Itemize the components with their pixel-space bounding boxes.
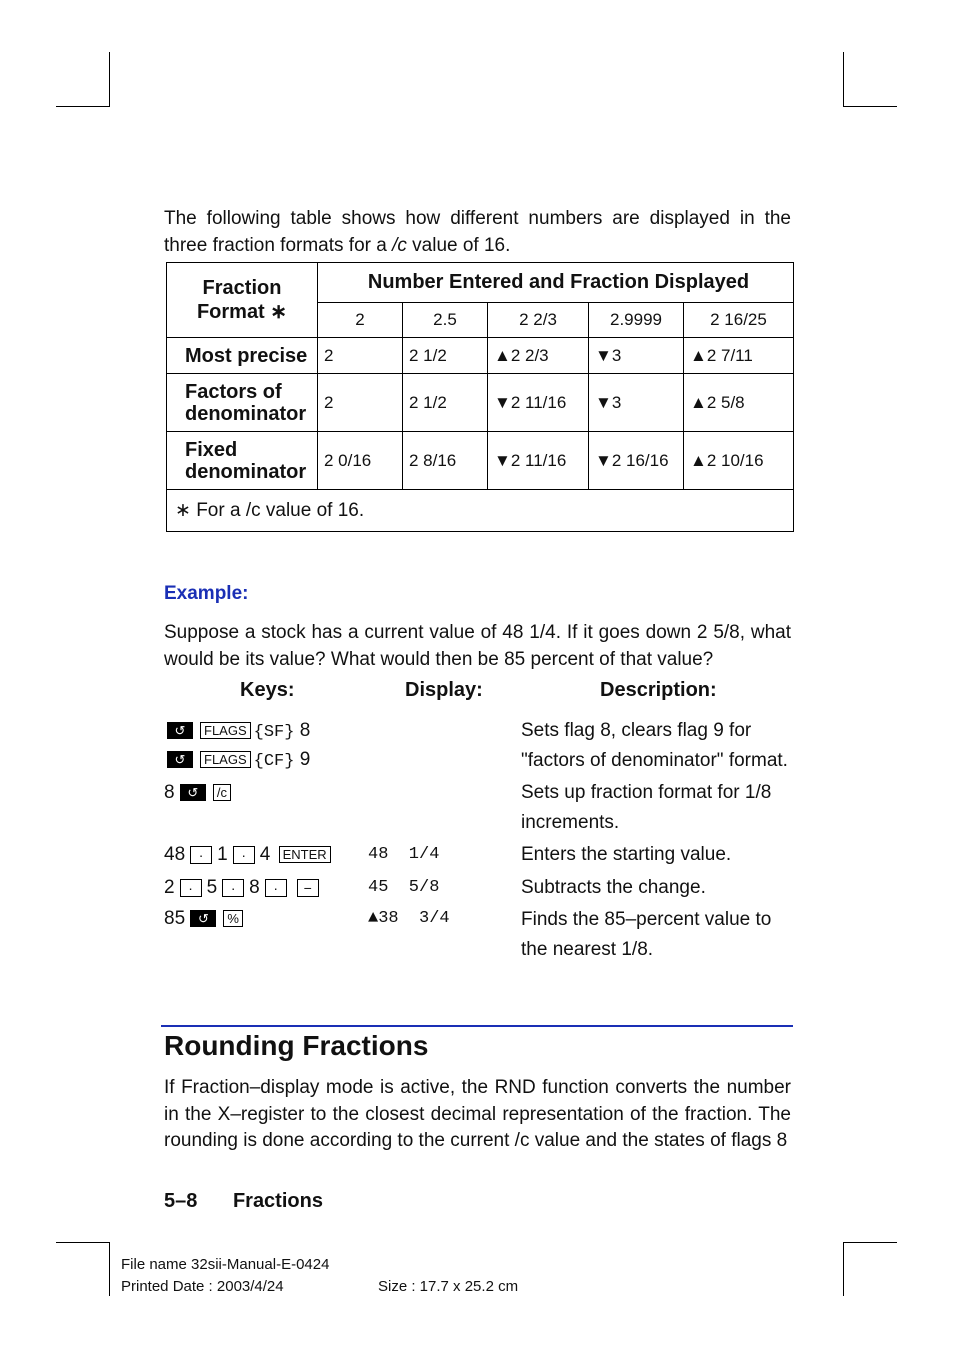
display-header: Display: (405, 679, 483, 701)
page-footer (164, 1190, 323, 1213)
key-sequence: 2 · 5 · 8 · − (164, 875, 324, 901)
intro-paragraph (164, 206, 791, 259)
table-cell: 2 1/2 (403, 338, 488, 374)
printed-date: Printed Date : 2003/4/24 (121, 1278, 284, 1295)
intro-text: The following table shows how different numbers are displayed in the three fraction formats for a (164, 208, 791, 256)
dot-key: · (180, 879, 202, 897)
crop-mark (843, 1242, 844, 1296)
chapter-name: Fractions (232, 1190, 323, 1212)
table-cell: ▲2 7/11 (684, 338, 794, 374)
description: Subtracts the change. (521, 877, 706, 898)
row-label: Most precise (167, 338, 318, 374)
crop-mark (843, 52, 844, 106)
description-header: Description: (600, 679, 717, 701)
shift-key-icon: ↺ (190, 910, 216, 927)
table-cell: 2 8/16 (403, 432, 488, 490)
description: Sets flag 8, clears flag 9 for (521, 720, 752, 741)
description: Enters the starting value. (521, 844, 732, 865)
number-header: Number Entered and Fraction Displayed (318, 263, 794, 303)
fraction-format-table (166, 262, 794, 532)
table-footnote: ∗ For a /c value of 16. (167, 490, 794, 532)
frac-key: /c (213, 784, 231, 801)
crop-mark (56, 1242, 110, 1243)
percent-key: % (223, 910, 243, 927)
table-cell: 2 1/2 (403, 374, 488, 432)
cf-softkey: {CF} (253, 752, 295, 771)
shift-key-icon: ↺ (167, 722, 193, 739)
table-cell: ▼2 11/16 (488, 432, 589, 490)
slash-c: /c (392, 234, 407, 256)
key-sequence: ↺ FLAGS {CF} 9 (167, 747, 310, 775)
section-title: Rounding Fractions (164, 1030, 429, 1061)
page-number: 5–8 (164, 1190, 198, 1212)
entered-value: 2.5 (403, 303, 488, 338)
format-header: Fraction Format ∗ (167, 263, 318, 338)
description: "factors of denominator" format. (521, 750, 788, 771)
row-label: Factors of denominator (167, 374, 318, 432)
dot-key: · (233, 846, 255, 864)
table-cell: 2 0/16 (318, 432, 403, 490)
key-sequence: ↺ FLAGS {SF} 8 (167, 718, 310, 746)
dot-key: · (265, 879, 287, 897)
flags-key: FLAGS (200, 751, 251, 768)
crop-mark (56, 106, 110, 107)
table-cell: ▲2 10/16 (684, 432, 794, 490)
enter-key: ENTER (279, 846, 331, 863)
entered-value: 2 2/3 (488, 303, 589, 338)
example-label: Example: (164, 583, 249, 604)
section-paragraph: If Fraction–display mode is active, the RND function converts the number in the X–register to the closest decimal representation of the fraction. The rounding is done according to the current /c value and the states of flags 8 (164, 1077, 791, 1151)
keys-header: Keys: (240, 679, 295, 701)
dot-key: · (190, 846, 212, 864)
key-sequence: 85 ↺ % (164, 906, 246, 932)
key-sequence: 8 ↺ /c (164, 780, 234, 806)
table-cell: ▼3 (589, 374, 684, 432)
file-name: File name 32sii-Manual-E-0424 (121, 1256, 330, 1273)
table-cell: 2 (318, 338, 403, 374)
example-text: Suppose a stock has a current value of 48 1/4. If it goes down 2 5/8, what would be its value? What would then be 85 percent of that value? (164, 622, 791, 670)
table-cell: ▼2 16/16 (589, 432, 684, 490)
display-value: 45 5/8 (368, 878, 440, 897)
display-value: 48 1/4 (368, 845, 440, 864)
key-sequence: 48 · 1 · 4 ENTER (164, 842, 334, 868)
table-cell: ▼2 11/16 (488, 374, 589, 432)
table-cell: ▼3 (589, 338, 684, 374)
entered-value: 2 (318, 303, 403, 338)
page-size: Size : 17.7 x 25.2 cm (378, 1278, 519, 1295)
table-cell: 2 (318, 374, 403, 432)
section-rule (161, 1025, 793, 1027)
crop-mark (109, 1242, 110, 1296)
minus-key: − (297, 879, 319, 897)
sf-softkey: {SF} (253, 723, 295, 742)
crop-mark (843, 106, 897, 107)
display-value: ▲38 3/4 (368, 909, 450, 928)
table-cell: ▲2 2/3 (488, 338, 589, 374)
shift-key-icon: ↺ (167, 751, 193, 768)
row-label: Fixed denominator (167, 432, 318, 490)
description: Finds the 85–percent value to the nearest 1/8. (521, 909, 772, 960)
crop-mark (109, 52, 110, 106)
table-cell: ▲2 5/8 (684, 374, 794, 432)
intro-text-end: value of 16. (406, 234, 511, 256)
entered-value: 2 16/25 (684, 303, 794, 338)
entered-value: 2.9999 (589, 303, 684, 338)
flags-key: FLAGS (200, 722, 251, 739)
shift-key-icon: ↺ (180, 784, 206, 801)
description: Sets up fraction format for 1/8 increments. (521, 782, 772, 833)
dot-key: · (222, 879, 244, 897)
crop-mark (843, 1242, 897, 1243)
